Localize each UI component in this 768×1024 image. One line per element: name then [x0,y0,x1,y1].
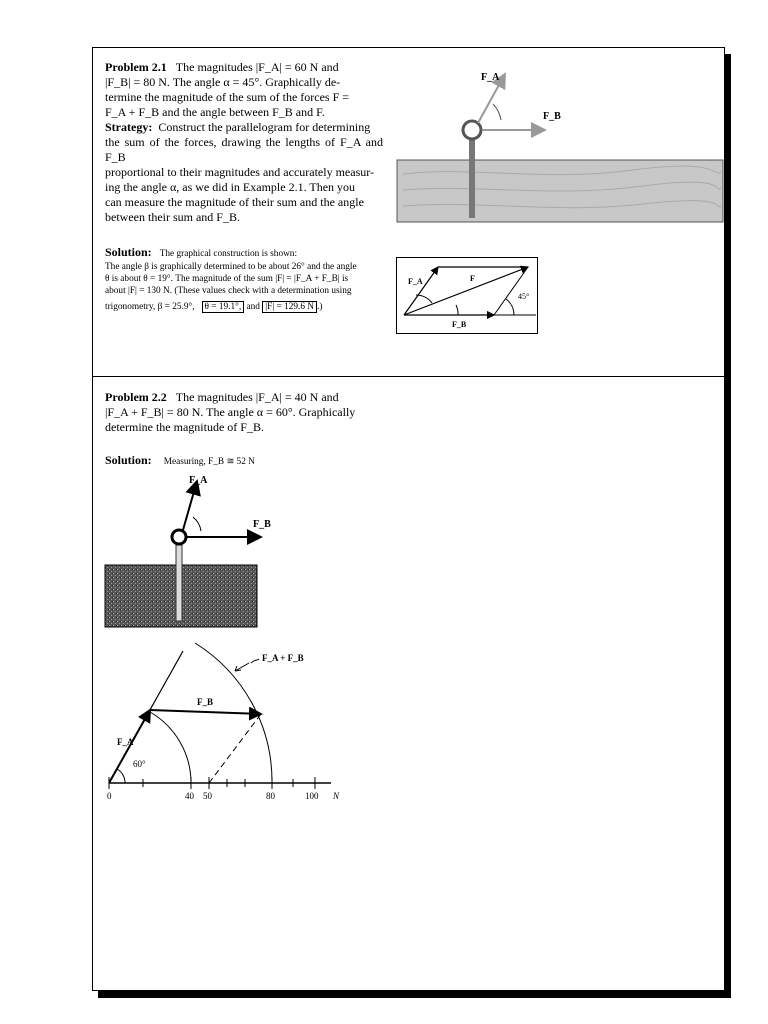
construction2-angle-label: 60° [133,759,146,769]
fig1-fb-label: F_B [543,111,561,122]
construction2-sum-label: F_A + F_B [262,653,304,663]
solution-line-4: trigonometry, β = 25.9°, [105,302,195,312]
strategy-line-5: can measure the magnitude of their sum and the angle [105,195,364,209]
boxed-magnitude-answer: |F| = 129.6 N [262,301,317,313]
bolt-eye [463,121,481,139]
tick-label-40: 40 [185,791,194,801]
construction-f-label: F [470,274,475,283]
dashed-line [209,714,261,783]
strategy-label: Strategy: [105,120,153,134]
problem-2-1-line-4: F_A + F_B and the angle between F_B and F. [105,105,325,119]
tick-label-50: 50 [203,791,212,801]
construction-figure-2-2 [103,643,363,808]
solution-line-3: about |F| = 130 N. (These values check with a determination using [105,286,352,296]
axis-unit-label: N [333,791,340,801]
fa-arrow-2 [183,481,197,530]
solution-intro-2-1: The graphical construction is shown: [159,249,298,259]
eyebolt-figure-2-2 [105,473,271,633]
problem-divider [93,376,724,377]
solution-text-2-2: Measuring, F_B ≅ 52 N [163,457,255,467]
tick-label-80: 80 [266,791,275,801]
bolt-shank [469,138,475,218]
fig2-fb-label: F_B [253,519,271,530]
construction-angle-label: 45° [518,292,530,301]
problem-2-1-line-2: |F_B| = 80 N. The angle α = 45°. Graphically de- [105,75,341,89]
problem-2-2-line-2: |F_A + F_B| = 80 N. The angle α = 60°. Graphically [105,405,356,419]
strategy-line-4: ing the angle α, as we did in Example 2.1. Then you [105,180,356,194]
eyebolt-figure-2-1 [393,66,723,226]
tick-label-0: 0 [107,791,112,801]
problem-2-2-statement [105,390,383,435]
solution-and: and [246,302,260,312]
construction-fa-label: F_A [408,277,423,286]
problem-2-2-line-3: determine the magnitude of F_B. [105,420,264,434]
arc-40 [150,712,191,783]
problem-2-1-solution [105,243,395,313]
problem-2-2-solution [105,451,255,469]
strategy-line-3: proportional to their magnitudes and accurately measur- [105,165,374,179]
problem-2-2-label: Problem 2.2 [105,390,167,404]
solution-label-2-1: Solution: [105,245,152,259]
solution-label-2-2: Solution: [105,453,152,467]
solution-line-1: The angle β is graphically determined to be about 26° and the angle [105,262,357,272]
problem-2-1-line-1: The magnitudes |F_A| = 60 N and [175,60,339,74]
strategy-line-6: between their sum and F_B. [105,210,240,224]
problem-2-1-line-3: termine the magnitude of the sum of the forces F = [105,90,350,104]
parallelogram-figure-2-1 [396,257,538,337]
construction-fb-label: F_B [452,320,467,329]
strategy-line-2: the sum of the forces, drawing the lengths of F_A and F_B [105,135,383,164]
boxed-theta-answer: θ = 19.1°, [202,301,245,313]
problem-2-1-statement [105,60,383,225]
construction2-fb-label: F_B [197,697,214,707]
construction2-fb-arrow [150,710,261,714]
construction2-fa-label: F_A [117,737,134,747]
fig2-fa-label: F_A [189,475,208,486]
solution-line-2: θ is about θ = 19°. The magnitude of the sum |F| = |F_A + F_B| is [105,274,349,284]
fig1-fa-label: F_A [481,72,500,83]
page-sheet [92,47,725,991]
solution-close: .) [317,302,323,312]
problem-2-1-label: Problem 2.1 [105,60,167,74]
tick-label-100: 100 [305,791,319,801]
bolt-eye-2 [172,530,186,544]
bolt-shank-2 [176,545,182,621]
problem-2-2-line-1: The magnitudes |F_A| = 40 N and [175,390,339,404]
strategy-line-1: Construct the parallelogram for determining [158,120,371,134]
